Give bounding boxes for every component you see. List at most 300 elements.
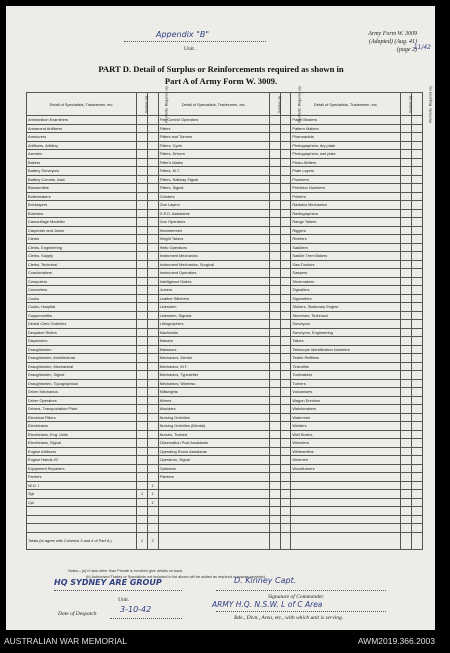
- specialist-cell: Clerks, Supply: [27, 252, 137, 261]
- surplus-cell: [269, 430, 280, 439]
- table-row: [27, 388, 423, 397]
- reinf-cell: [412, 320, 423, 329]
- reinf-cell: [280, 473, 291, 482]
- specialist-cell: Surveyors, Engineering: [291, 328, 401, 337]
- specialist-cell: Photo-Writers: [291, 158, 401, 167]
- specialist-cell: Instrument Mechanics: [158, 252, 269, 261]
- surplus-cell: [269, 226, 280, 235]
- surplus-cell: [137, 430, 148, 439]
- reinf-cell: [280, 158, 291, 167]
- specialist-cell: Clerks: [27, 235, 137, 244]
- surplus-cell: [137, 311, 148, 320]
- specialist-cell: Vulcanisers: [291, 388, 401, 397]
- table-row: [27, 286, 423, 295]
- specialists-table: [26, 86, 433, 550]
- blank-cell: [280, 532, 291, 549]
- specialist-cell: Opticians: [158, 464, 269, 473]
- surplus-cell: [269, 422, 280, 431]
- surplus-cell: [137, 167, 148, 176]
- reinf-cell: [280, 311, 291, 320]
- table-row: [27, 362, 423, 371]
- surplus-cell: [401, 209, 412, 218]
- reinf-cell: [280, 175, 291, 184]
- reinf-cell: [147, 388, 158, 397]
- reinf-cell: [280, 167, 291, 176]
- table-row: [27, 430, 423, 439]
- reinf-cell: [147, 430, 158, 439]
- table-row: [27, 396, 423, 405]
- blank-cell: [401, 532, 412, 549]
- surplus-cell: [137, 175, 148, 184]
- surplus-cell: [401, 345, 412, 354]
- specialist-cell: Painters: [158, 473, 269, 482]
- table-row: [27, 405, 423, 414]
- blank-cell: [401, 481, 412, 490]
- table-row: [27, 303, 423, 312]
- surplus-cell: [137, 260, 148, 269]
- reinf-cell: [412, 388, 423, 397]
- table-row: [27, 311, 423, 320]
- specialist-cell: Draughtsmen, Architectural: [27, 354, 137, 363]
- surplus-cell: [137, 328, 148, 337]
- reinf-cell: [280, 133, 291, 142]
- specialist-cell: Electricians, Signal: [27, 439, 137, 448]
- reinf-cell: [412, 345, 423, 354]
- handwritten-row: [27, 481, 423, 490]
- reinf-cell: [147, 379, 158, 388]
- surplus-cell: [269, 260, 280, 269]
- table-row: [27, 447, 423, 456]
- handwritten-label: [27, 515, 137, 524]
- unit-dotted-line: [124, 41, 266, 42]
- reinf-cell: [280, 405, 291, 414]
- surplus-cell: [137, 405, 148, 414]
- reinf-cell: [147, 515, 158, 524]
- surplus-cell: [137, 413, 148, 422]
- blank-cell: [280, 481, 291, 490]
- surplus-cell: [269, 141, 280, 150]
- surplus-cell: [137, 209, 148, 218]
- specialist-cell: Nurses, Trained: [158, 430, 269, 439]
- specialist-cell: Fitter's Mates: [158, 158, 269, 167]
- surplus-cell: [137, 116, 148, 125]
- specialist-cell: Axemen: [27, 150, 137, 159]
- reinf-cell: [147, 507, 158, 516]
- bde-handwriting: ARMY H.Q. N.S.W. L of C Area: [212, 600, 323, 609]
- handwritten-label: W.O. I: [27, 481, 137, 490]
- reinf-cell: [147, 422, 158, 431]
- reinf-cell: [412, 328, 423, 337]
- reinf-cell: [147, 439, 158, 448]
- surplus-cell: [401, 252, 412, 261]
- reinf-cell: [412, 167, 423, 176]
- surplus-cell: [401, 379, 412, 388]
- specialist-cell: Fitters: [158, 124, 269, 133]
- blank-cell: [269, 515, 280, 524]
- table-row: [27, 269, 423, 278]
- table-row: [27, 354, 423, 363]
- table-row: [27, 456, 423, 465]
- reinf-cell: [412, 430, 423, 439]
- reinf-cell: [280, 286, 291, 295]
- reinf-cell: [147, 175, 158, 184]
- blank-cell: [269, 490, 280, 499]
- specialist-cell: Wiremen: [291, 456, 401, 465]
- unit-line-bottom: [54, 590, 182, 591]
- reinf-cell: [280, 141, 291, 150]
- specialist-cell: Fire Control Operators: [158, 116, 269, 125]
- reinf-cell: [280, 226, 291, 235]
- form-ref-line-1: Army Form W. 3009: [368, 31, 417, 37]
- footer-accession: AWM2019.366.2003: [357, 636, 435, 646]
- surplus-cell: [137, 184, 148, 193]
- table-row: [27, 226, 423, 235]
- surplus-cell: [401, 167, 412, 176]
- table-row: [27, 328, 423, 337]
- reinf-cell: [280, 362, 291, 371]
- surplus-cell: [137, 371, 148, 380]
- reinf-cell: [147, 226, 158, 235]
- reinf-cell: [412, 354, 423, 363]
- totals-row: [27, 532, 423, 549]
- specialist-cell: Signallers: [291, 286, 401, 295]
- reinf-cell: [147, 320, 158, 329]
- blank-cell: [401, 524, 412, 533]
- table-row: [27, 209, 423, 218]
- table-row: [27, 260, 423, 269]
- reinf-cell: [412, 260, 423, 269]
- reinf-cell: [147, 345, 158, 354]
- table-row: [27, 439, 423, 448]
- reinf-cell: [412, 133, 423, 142]
- specialist-cell: Turners: [291, 379, 401, 388]
- specialist-cell: Telescope Identification Numbers: [291, 345, 401, 354]
- surplus-cell: [269, 201, 280, 210]
- specialist-cell: Hammermen: [158, 226, 269, 235]
- col-reinf-header-2: Reinforts. Required (a): [280, 93, 291, 116]
- reinf-cell: [280, 379, 291, 388]
- reinf-cell: [280, 439, 291, 448]
- surplus-cell: [137, 252, 148, 261]
- blank-cell: [280, 524, 291, 533]
- surplus-cell: [401, 235, 412, 244]
- specialist-cell: Woodturners: [291, 464, 401, 473]
- reinf-cell: [412, 286, 423, 295]
- surplus-cell: [269, 345, 280, 354]
- surplus-cell: [137, 473, 148, 482]
- reinf-cell: [280, 388, 291, 397]
- reinf-cell: [412, 150, 423, 159]
- specialist-cell: Wheelers: [291, 439, 401, 448]
- blank-cell: [412, 481, 423, 490]
- reinf-cell: [147, 260, 158, 269]
- despatch-date: 3-10-42: [120, 605, 152, 614]
- specialist-cell: Pattern Makers: [291, 124, 401, 133]
- surplus-cell: [401, 405, 412, 414]
- specialist-cell: Linesmen: [158, 303, 269, 312]
- reinf-cell: [147, 133, 158, 142]
- surplus-cell: [401, 439, 412, 448]
- table-row: [27, 464, 423, 473]
- reinf-cell: [280, 430, 291, 439]
- surplus-cell: [137, 345, 148, 354]
- reinf-cell: [280, 371, 291, 380]
- specialist-cell: Electrical Fitters: [27, 413, 137, 422]
- blank-cell: [412, 498, 423, 507]
- note-a: Notes—(a) If rank other than Private is involved give details on back.: [68, 569, 184, 573]
- specialist-cell: Fitters, Railway Signal: [158, 175, 269, 184]
- specialist-cell: Panel Beaters: [291, 116, 401, 125]
- specialist-cell: Mechanics, Dental: [158, 354, 269, 363]
- reinf-cell: [147, 235, 158, 244]
- part-d-title: [40, 63, 402, 87]
- bde-line: [216, 611, 386, 612]
- specialist-cell: Plate Layers: [291, 167, 401, 176]
- reinf-cell: [412, 184, 423, 193]
- specialist-cell: Pharmacists: [291, 133, 401, 142]
- reinf-cell: [147, 328, 158, 337]
- specialist-cell: Riveters: [291, 235, 401, 244]
- specialist-cell: Draughtsmen, Topographical: [27, 379, 137, 388]
- specialist-cell: Mechanics, Typewriter: [158, 371, 269, 380]
- surplus-cell: [401, 192, 412, 201]
- surplus-cell: [401, 260, 412, 269]
- reinf-cell: [147, 286, 158, 295]
- handwritten-label: [27, 524, 137, 533]
- reinf-cell: [147, 464, 158, 473]
- specialist-cell: Driver Operators: [27, 396, 137, 405]
- surplus-cell: [269, 252, 280, 261]
- surplus-cell: [401, 184, 412, 193]
- specialist-cell: Gun Operators: [158, 218, 269, 227]
- surplus-cell: [269, 269, 280, 278]
- surplus-cell: [137, 498, 148, 507]
- blank-cell: [291, 532, 401, 549]
- table-row: [27, 167, 423, 176]
- surplus-cell: [401, 294, 412, 303]
- surplus-cell: [137, 141, 148, 150]
- specialist-cell: Mechanics, M.T.: [158, 362, 269, 371]
- table-row: [27, 294, 423, 303]
- surplus-cell: [137, 269, 148, 278]
- specialist-cell: Driver Mechanics: [27, 388, 137, 397]
- reinf-cell: [412, 422, 423, 431]
- reinf-cell: [412, 175, 423, 184]
- blank-cell: [401, 490, 412, 499]
- surplus-cell: [269, 243, 280, 252]
- blank-cell: [158, 498, 269, 507]
- specialist-cell: Plumbers: [291, 175, 401, 184]
- surplus-cell: [269, 303, 280, 312]
- surplus-cell: [269, 464, 280, 473]
- surplus-cell: [269, 133, 280, 142]
- surplus-cell: [137, 124, 148, 133]
- surplus-cell: [401, 447, 412, 456]
- surplus-cell: [137, 362, 148, 371]
- reinf-cell: [147, 456, 158, 465]
- reinf-cell: [147, 243, 158, 252]
- reinf-cell: [280, 345, 291, 354]
- blank-cell: [158, 490, 269, 499]
- surplus-cell: [137, 456, 148, 465]
- specialist-cell: Engine Hands I/C: [27, 456, 137, 465]
- surplus-cell: [401, 413, 412, 422]
- surplus-cell: [269, 447, 280, 456]
- specialist-cell: Gun Layers: [158, 201, 269, 210]
- blank-cell: [269, 498, 280, 507]
- blank-cell: [401, 498, 412, 507]
- surplus-cell: [401, 354, 412, 363]
- specialist-cell: Wagon Erectors: [291, 396, 401, 405]
- surplus-cell: [137, 294, 148, 303]
- reinf-cell: 1: [147, 498, 158, 507]
- reinf-cell: [280, 184, 291, 193]
- specialist-cell: Engine Artificers: [27, 447, 137, 456]
- surplus-cell: [269, 192, 280, 201]
- surplus-cell: [137, 464, 148, 473]
- specialist-cell: Electricians, Eng. Units: [27, 430, 137, 439]
- surplus-cell: [401, 226, 412, 235]
- specialist-cell: Leather Stitchers: [158, 294, 269, 303]
- surplus-cell: [269, 124, 280, 133]
- reinf-cell: [147, 396, 158, 405]
- reinf-cell: [412, 235, 423, 244]
- surplus-cell: [269, 379, 280, 388]
- surplus-cell: [137, 243, 148, 252]
- blank-cell: [158, 515, 269, 524]
- totals-reinf: 2: [147, 532, 158, 549]
- col-surplus-header-2: Surplus (a): [269, 93, 280, 116]
- reinf-cell: [280, 337, 291, 346]
- specialist-cell: Riggers: [291, 226, 401, 235]
- blank-cell: [412, 490, 423, 499]
- specialist-cell: Bricklayers: [27, 201, 137, 210]
- specialist-cell: Carpenter and Joiner: [27, 226, 137, 235]
- surplus-cell: [269, 209, 280, 218]
- specialist-cell: Storemen, Technical: [291, 311, 401, 320]
- specialist-cell: Photographers, dry plate: [291, 141, 401, 150]
- specialist-cell: Fitters, Drivers: [158, 150, 269, 159]
- surplus-cell: [269, 473, 280, 482]
- reinf-cell: [412, 218, 423, 227]
- reinf-cell: [412, 413, 423, 422]
- surplus-cell: [401, 124, 412, 133]
- blank-cell: [291, 507, 401, 516]
- reinf-cell: [147, 124, 158, 133]
- reinf-cell: [280, 124, 291, 133]
- specialist-cell: Drivers, Transportation Plant: [27, 405, 137, 414]
- reinf-cell: [412, 473, 423, 482]
- specialist-cell: Welders: [291, 422, 401, 431]
- reinf-cell: [147, 269, 158, 278]
- surplus-cell: [401, 396, 412, 405]
- blank-cell: [158, 481, 269, 490]
- blank-cell: [412, 532, 423, 549]
- reinf-cell: 1: [147, 481, 158, 490]
- surplus-cell: [269, 439, 280, 448]
- surplus-cell: [137, 354, 148, 363]
- table-row: [27, 413, 423, 422]
- specialist-cell: Intelligence Duties: [158, 277, 269, 286]
- surplus-cell: [137, 447, 148, 456]
- surplus-cell: [137, 507, 148, 516]
- reinf-cell: [147, 218, 158, 227]
- surplus-cell: [137, 379, 148, 388]
- specialist-cell: G.P.O. Assistants: [158, 209, 269, 218]
- blank-cell: [401, 507, 412, 516]
- specialist-cell: Lithographers: [158, 320, 269, 329]
- surplus-cell: [269, 150, 280, 159]
- surplus-cell: [269, 158, 280, 167]
- reinf-cell: [280, 456, 291, 465]
- reinf-cell: [412, 116, 423, 125]
- reinf-cell: [280, 260, 291, 269]
- specialist-cell: Shoemakers: [291, 277, 401, 286]
- specialist-cell: Camouflage Modeller: [27, 218, 137, 227]
- table-row: [27, 235, 423, 244]
- surplus-cell: [269, 396, 280, 405]
- specialist-cell: Armourers: [27, 133, 137, 142]
- table-row: [27, 158, 423, 167]
- surplus-cell: [401, 277, 412, 286]
- specialist-cell: Fitters, M.T.: [158, 167, 269, 176]
- reinf-cell: [147, 141, 158, 150]
- specialist-cell: Instrument Mechanics, Surgical: [158, 260, 269, 269]
- reinf-cell: [147, 201, 158, 210]
- reinf-cell: [280, 218, 291, 227]
- reinf-cell: [412, 396, 423, 405]
- reinf-cell: [147, 311, 158, 320]
- col-specialist-header-3: Detail of Specialists, Tradesmen, etc.: [291, 93, 401, 116]
- blank-cell: [280, 507, 291, 516]
- blank-cell: [280, 498, 291, 507]
- reinf-cell: [147, 337, 158, 346]
- reinf-cell: [280, 464, 291, 473]
- specialist-cell: Battery Surveyors: [27, 167, 137, 176]
- surplus-cell: [269, 184, 280, 193]
- surplus-cell: [137, 515, 148, 524]
- surplus-cell: [269, 294, 280, 303]
- blank-cell: [269, 507, 280, 516]
- handwritten-row: [27, 507, 423, 516]
- table-row: [27, 141, 423, 150]
- specialist-cell: Bakers: [27, 158, 137, 167]
- blank-cell: [158, 507, 269, 516]
- col-reinf-header-1: Reinforts. Required (a): [147, 93, 158, 116]
- specialist-cell: Saw Doctors: [291, 260, 401, 269]
- col-specialist-header-1: Detail of Specialists, Tradesmen, etc.: [27, 93, 137, 116]
- despatch-line: [110, 618, 182, 619]
- table-row: [27, 243, 423, 252]
- blank-cell: [269, 524, 280, 533]
- specialist-cell: Farriers: [27, 473, 137, 482]
- specialist-cell: Cooks, Hospital: [27, 303, 137, 312]
- blank-cell: [401, 515, 412, 524]
- reinf-cell: [412, 362, 423, 371]
- specialist-cell: Surveyors: [291, 320, 401, 329]
- reinf-cell: [280, 413, 291, 422]
- surplus-cell: [137, 524, 148, 533]
- specialist-cell: Coachmakers: [27, 269, 137, 278]
- bde-label: Bde., Divn., Area, etc., with which unit is serving.: [234, 615, 344, 621]
- surplus-cell: [269, 277, 280, 286]
- specialist-cell: [291, 473, 401, 482]
- reinf-cell: [147, 158, 158, 167]
- surplus-cell: [269, 413, 280, 422]
- unit-label-bottom: Unit.: [118, 597, 130, 603]
- specialist-cell: Masseurs: [158, 345, 269, 354]
- reinf-cell: [147, 209, 158, 218]
